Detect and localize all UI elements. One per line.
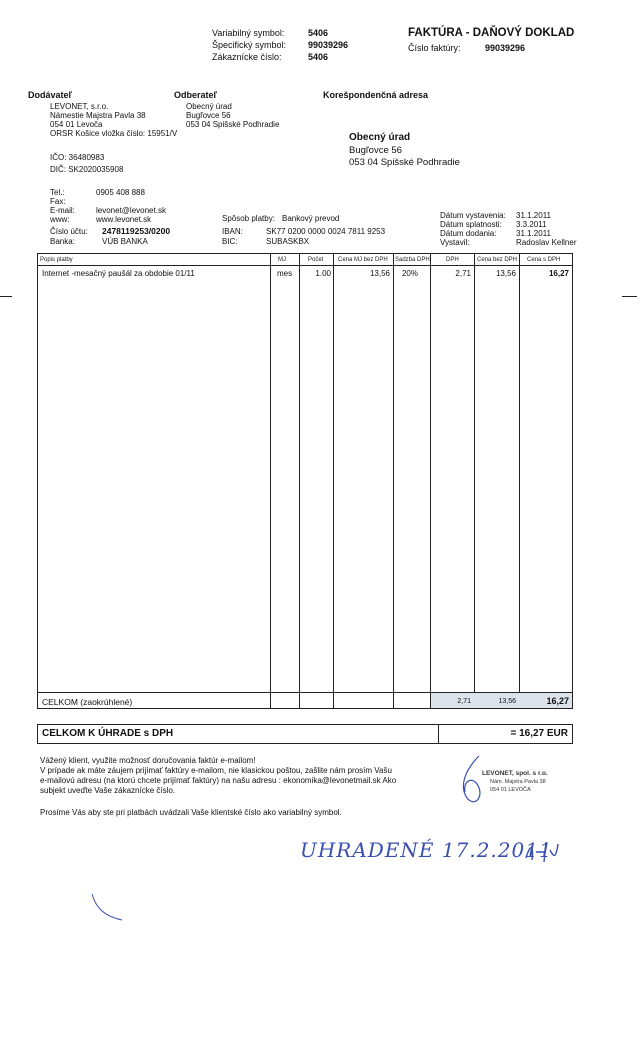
col-sep [299,253,300,709]
supplier-line: Námestie Majstra Pavla 38 [50,111,146,120]
note-line: subjekt uveďte Vaše zákaznícke číslo. [40,786,176,795]
table-total-net: 13,56 [498,698,516,705]
supplier-line: LEVONET, s.r.o. [50,102,109,111]
delivery-label: Dátum dodania: [440,229,497,238]
row-description: Internet -mesačný paušál za obdobie 01/11 [42,269,195,278]
col-sep [474,253,475,709]
col-header-unit-price: Cena MJ bez DPH [338,257,388,263]
iban-label: IBAN: [222,227,243,236]
col-sep [430,253,431,709]
table-total-gross: 16,27 [546,696,569,706]
payment-method-value: Bankový prevod [282,214,340,223]
www-value: www.levonet.sk [96,215,152,224]
col-sep [393,253,394,709]
col-header-description: Popis platby [40,257,73,263]
bic-value: SUBASKBX [266,237,310,246]
row-vat: 2,71 [455,269,471,278]
table-header-divider [37,265,573,266]
client-no-label: Zákaznícke číslo: [212,52,282,62]
stamp-line: LEVONET, spol. s r.o. [482,770,548,777]
client-no-value: 5406 [308,52,329,62]
pen-stroke-mark [88,890,128,930]
margin-mark-left [0,296,12,297]
col-sep [519,253,520,709]
supplier-line: 054 01 Levoča [50,120,103,129]
col-header-vat: DPH [446,257,459,263]
stamp-line: Nám. Majstra Pavla 38 [490,779,546,785]
customer-line: Bugľovce 56 [186,111,231,120]
invoice-no-label: Číslo faktúry: [408,43,461,53]
correspondence-city: 053 04 Spišské Podhradie [349,157,460,168]
tel-label: Tel.: [50,188,65,197]
bic-label: BIC: [222,237,238,246]
col-sep [333,253,334,709]
table-total-label: CELKOM (zaokrúhlené) [42,697,133,707]
document-title: FAKTÚRA - DAŇOVÝ DOKLAD [408,27,575,39]
note-line: e-mailovú adresu (na ktorú chcete prijímať faktúry) na našu adresu : ekonomika@levonetmail.sk Ako [40,776,397,785]
row-qty: 1.00 [315,269,331,278]
handwritten-paid-note: UHRADENÉ 17.2.2011 [300,838,553,862]
col-header-gross: Cena s DPH [527,257,561,263]
table-total-vat: 2,71 [457,698,471,705]
correspondence-street: Bugľovce 56 [349,145,402,156]
stamp-line: 054 01 LEVOČA [490,787,531,793]
due-value: 3.3.2011 [516,220,547,229]
col-sep [270,253,271,709]
grand-total-label: CELKOM K ÚHRADE s DPH [42,728,174,739]
due-label: Dátum splatnosti: [440,220,502,229]
supplier-ico: IČO: 36480983 [50,153,105,162]
col-header-qty: Počet [308,257,324,263]
supplier-line: ORSR Košice vložka číslo: 15951/V [50,129,178,138]
margin-mark-right [622,296,637,297]
var-symbol-label: Variabilný symbol: [212,28,285,38]
bank-label: Banka: [50,237,75,246]
row-gross: 16,27 [548,269,569,278]
grand-total-value: = 16,27 EUR [510,728,568,739]
row-net: 13,56 [495,269,516,278]
signature-mark [455,752,495,812]
fax-label: Fax: [50,197,66,206]
row-vat-rate: 20% [401,269,418,278]
tel-value: 0905 408 888 [96,188,145,197]
iban-value: SK77 0200 0000 0024 7811 9253 [266,227,386,236]
issuer-value: Radoslav Kellner [516,238,577,247]
note-line: Vážený klient, využite možnosť doručovania faktúr e-mailom! [40,756,256,765]
note-line: V prípade ak máte záujem prijímať faktúry e-mailom, nie klasickou poštou, zašlite nám prosím Vašu [40,766,392,775]
spec-symbol-value: 99039296 [308,40,349,50]
issued-value: 31.1.2011 [516,211,551,220]
grand-total-divider [438,724,439,744]
issued-label: Dátum vystavenia: [440,211,506,220]
correspondence-name: Obecný úrad [349,132,411,143]
items-table [37,253,573,709]
payment-instruction: Prosíme Vás aby ste pri platbách uvádzali Vaše klientské číslo ako variabilný symbol. [40,808,342,817]
www-label: www: [50,215,70,224]
account-label: Číslo účtu: [50,227,88,236]
spec-symbol-label: Špecifický symbol: [212,40,287,50]
supplier-label: Dodávateľ [28,90,72,100]
email-label: E-mail: [50,206,75,215]
handwritten-initials [520,838,560,866]
issuer-label: Vystavil: [440,238,470,247]
delivery-value: 31.1.2011 [516,229,551,238]
var-symbol-value: 5406 [308,28,329,38]
supplier-dic: DIČ: SK2020035908 [50,165,124,174]
col-header-net: Cena bez DPH [477,257,518,263]
payment-method-label: Spôsob platby: [222,214,275,223]
customer-label: Odberateľ [174,90,217,100]
col-header-unit: MJ [278,257,286,263]
bank-value: VÚB BANKA [102,237,148,246]
correspondence-label: Korešpondenčná adresa [323,90,429,100]
row-unit: mes [277,269,293,278]
customer-line: Obecný úrad [186,102,232,111]
invoice-no-value: 99039296 [485,43,526,53]
account-value: 2478119253/0200 [102,226,171,236]
row-unit-price: 13,56 [369,269,390,278]
col-header-vat-rate: Sadzba DPH [395,257,430,263]
customer-line: 053 04 Spišské Podhradie [186,120,280,129]
email-value: levonet@levonet.sk [96,206,166,215]
